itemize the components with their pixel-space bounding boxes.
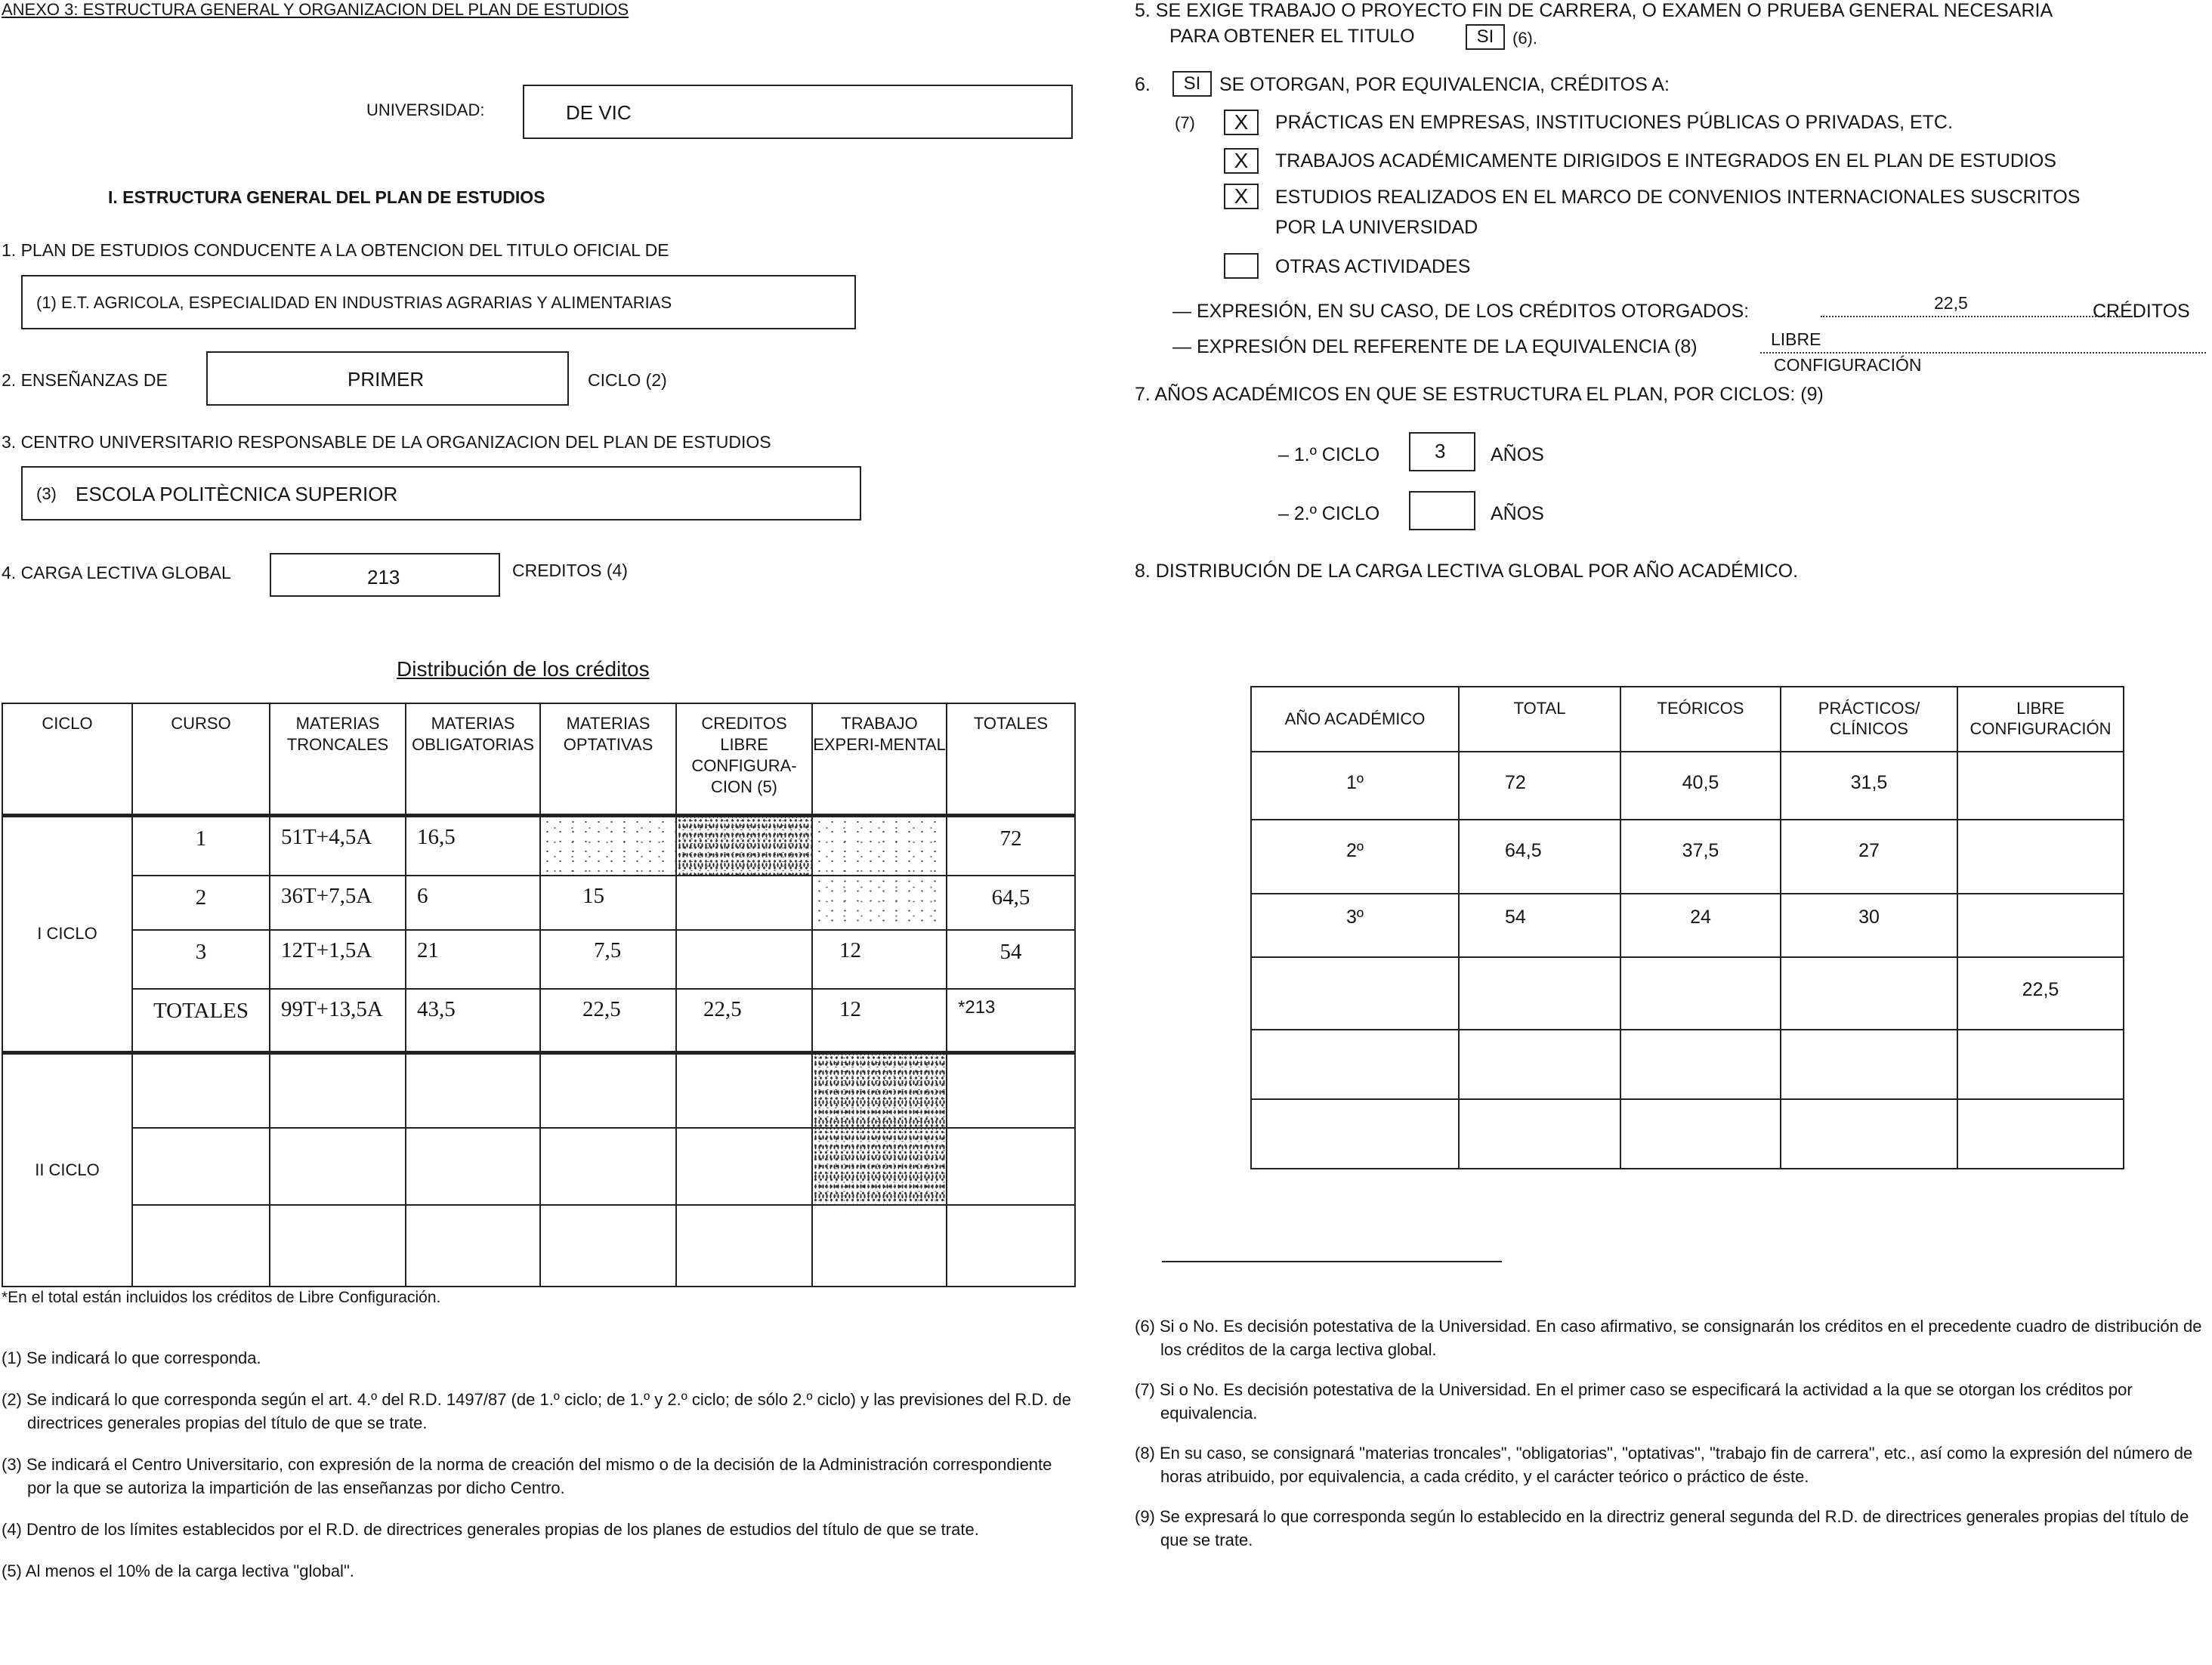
practicos-cell: 27 — [1781, 820, 1957, 894]
item8-text: 8. DISTRIBUCIÓN DE LA CARGA LECTIVA GLOBAL POR AÑO ACADÉMICO. — [1135, 561, 1799, 582]
trabajo-cell-shaded — [812, 876, 947, 930]
item7-text: 7. AÑOS ACADÉMICOS EN QUE SE ESTRUCTURA EL PLAN, POR CICLOS: (9) — [1135, 384, 1824, 405]
referente-value-2: CONFIGURACIÓN — [1774, 355, 1922, 375]
ciclo2-years-unit: AÑOS — [1491, 503, 1544, 524]
table-row — [2, 1205, 1075, 1287]
practicos-cell: 30 — [1781, 894, 1957, 957]
ciclo1-years-unit: AÑOS — [1491, 444, 1544, 465]
totales-cell: 54 — [947, 930, 1075, 989]
libre-cell — [1957, 894, 2124, 957]
col-optativas: MATERIAS OPTATIVAS — [540, 703, 676, 815]
ciclo2-label: II CICLO — [2, 1052, 132, 1287]
table-row — [1251, 820, 2124, 894]
ciclo1-label: I CICLO — [2, 815, 132, 1052]
table-totals-row — [2, 989, 1075, 1052]
trabajo-cell-shaded — [812, 1128, 947, 1205]
optativas-cell-shaded — [540, 815, 676, 876]
table-row — [2, 815, 1075, 876]
libre-total-cell: 22,5 — [1957, 957, 2124, 1030]
col-totales: TOTALES — [947, 703, 1075, 815]
troncales-cell: 51T+4,5A — [270, 815, 406, 876]
libre-total: 22,5 — [676, 989, 812, 1052]
item5-note: (6). — [1512, 29, 1537, 48]
annex-title: ANEXO 3: ESTRUCTURA GENERAL Y ORGANIZACION DEL PLAN DE ESTUDIOS — [2, 0, 629, 19]
col-ciclo: CICLO — [2, 703, 132, 815]
totales-cell: 72 — [947, 815, 1075, 876]
footnote-2: (2) Se indicará lo que corresponda según el art. 4.º del R.D. 1497/87 (de 1.º ciclo; de 1.º y 2.º ciclo; de sólo 2.º ciclo) y las previsiones del R.D. de directrices generales propias del título de que se trate. — [2, 1390, 1071, 1432]
curso-cell: 2 — [132, 876, 270, 930]
university-field — [523, 85, 1073, 139]
item4-suffix: CREDITOS (4) — [512, 561, 628, 580]
table-note: *En el total están incluidos los créditos de Libre Configuración. — [2, 1289, 441, 1306]
totales-label: TOTALES — [132, 989, 270, 1052]
year-table-header — [1251, 687, 2124, 752]
total-cell: 64,5 — [1459, 820, 1620, 894]
item1-label: 1. PLAN DE ESTUDIOS CONDUCENTE A LA OBTENCION DEL TITULO OFICIAL DE — [2, 240, 669, 260]
obligatorias-total: 43,5 — [406, 989, 540, 1052]
trabajo-cell: 12 — [812, 930, 947, 989]
item6-prefix: 6. — [1135, 74, 1151, 95]
footnotes-right — [1135, 1314, 2207, 1552]
col-trabajo: TRABAJO EXPERI-MENTAL — [812, 703, 947, 815]
distribution-title: Distribución de los créditos — [397, 657, 650, 681]
table-row — [2, 1052, 1075, 1128]
center-note: (3) — [36, 484, 57, 503]
item6-note: (7) — [1175, 113, 1195, 132]
col-total: TOTAL — [1459, 687, 1620, 752]
optativas-cell: 7,5 — [540, 930, 676, 989]
table-row — [1251, 1030, 2124, 1099]
footnote-1: (1) Se indicará lo que corresponda. — [2, 1348, 261, 1367]
referente-line — [1760, 329, 2206, 354]
load-value: 213 — [367, 566, 400, 588]
curso-cell: 3 — [132, 930, 270, 989]
year-distribution-table — [1250, 686, 2124, 1169]
footnote-6: (6) Si o No. Es decisión potestativa de la Universidad. En caso afirmativo, se consignarán los créditos en el precedente cuadro de distribución de los créditos de la carga lectiva global. — [1135, 1317, 2202, 1359]
year-cell: 2º — [1251, 820, 1459, 894]
col-obligatorias: MATERIAS OBLIGATORIAS — [406, 703, 540, 815]
total-cell: 54 — [1459, 894, 1620, 957]
checkbox-trabajos[interactable]: X — [1224, 148, 1259, 174]
footnote-8: (8) En su caso, se consignará "materias troncales", "obligatorias", "optativas", "trabajo fin de carrera", etc., así como la expresión del número de horas atribuido, por equivalencia, a cada crédito, y el carácter teórico o práctico de éste. — [1135, 1444, 2193, 1486]
libre-cell-shaded — [676, 815, 812, 876]
footnote-4: (4) Dentro de los límites establecidos por el R.D. de directrices generales propias de los planes de estudios del título de que se trate. — [2, 1520, 979, 1539]
ciclo1-years-value: 3 — [1435, 440, 1446, 462]
col-curso: CURSO — [132, 703, 270, 815]
title-value: (1) E.T. AGRICOLA, ESPECIALIDAD EN INDUSTRIAS AGRARIAS Y ALIMENTARIAS — [36, 293, 672, 312]
col-libre: LIBRE CONFIGURACIÓN — [1957, 687, 2124, 752]
item6-box: SI — [1172, 71, 1212, 97]
trabajo-total: 12 — [812, 989, 947, 1052]
troncales-total: 99T+13,5A — [270, 989, 406, 1052]
cycle-value: PRIMER — [348, 368, 425, 391]
item2-label: 2. ENSEÑANZAS DE — [2, 370, 168, 390]
col-ano: AÑO ACADÉMICO — [1251, 687, 1459, 752]
table-row — [2, 876, 1075, 930]
total-cell: 72 — [1459, 752, 1620, 820]
table-row — [1251, 752, 2124, 820]
creditos-otorgados-value: 22,5 — [1934, 293, 1968, 313]
referente-value-1: LIBRE — [1771, 329, 1821, 349]
item3-label: 3. CENTRO UNIVERSITARIO RESPONSABLE DE LA ORGANIZACION DEL PLAN DE ESTUDIOS — [2, 432, 771, 452]
item5-box: SI — [1466, 24, 1505, 50]
center-value: ESCOLA POLITÈCNICA SUPERIOR — [76, 483, 398, 505]
footnote-3: (3) Se indicará el Centro Universitario, con expresión de la norma de creación del mismo o de la decisión de la Administración correspondiente por la que se autoriza la impartición de las enseñanzas por dicho Centro. — [2, 1455, 1052, 1497]
libre-cell — [676, 876, 812, 930]
optativas-cell: 15 — [540, 876, 676, 930]
libre-cell — [676, 930, 812, 989]
item4-label: 4. CARGA LECTIVA GLOBAL — [2, 563, 231, 582]
obligatorias-cell: 16,5 — [406, 815, 540, 876]
creditos-suffix: CRÉDITOS — [2093, 301, 2190, 322]
footnotes-left — [2, 1346, 1078, 1583]
checkbox-estudios[interactable]: X — [1224, 184, 1259, 209]
troncales-cell: 36T+7,5A — [270, 876, 406, 930]
year-cell: 1º — [1251, 752, 1459, 820]
creditos-otorgados-line — [1821, 293, 2138, 317]
trabajo-cell-shaded — [812, 1052, 947, 1128]
col-troncales: MATERIAS TRONCALES — [270, 703, 406, 815]
ciclo1-years-label: – 1.º CICLO — [1278, 444, 1380, 465]
option-estudios: ESTUDIOS REALIZADOS EN EL MARCO DE CONVENIOS INTERNACIONALES SUSCRITOS — [1275, 187, 2081, 208]
creditos-otorgados-label: — EXPRESIÓN, EN SU CASO, DE LOS CRÉDITOS OTORGADOS: — [1172, 301, 1750, 322]
title-field — [21, 275, 856, 329]
col-teoricos: TEÓRICOS — [1620, 687, 1781, 752]
cycle-field — [206, 351, 569, 406]
checkbox-otras[interactable] — [1224, 253, 1259, 279]
trabajo-cell-shaded — [812, 815, 947, 876]
teoricos-cell: 37,5 — [1620, 820, 1781, 894]
teoricos-cell: 24 — [1620, 894, 1781, 957]
footnote-5: (5) Al menos el 10% de la carga lectiva "global". — [2, 1562, 354, 1580]
libre-cell — [1957, 752, 2124, 820]
curso-cell: 1 — [132, 815, 270, 876]
item2-suffix: CICLO (2) — [588, 370, 667, 390]
optativas-total: 22,5 — [540, 989, 676, 1052]
teoricos-cell: 40,5 — [1620, 752, 1781, 820]
item6-text: SE OTORGAN, POR EQUIVALENCIA, CRÉDITOS A: — [1219, 74, 1670, 95]
university-value: DE VIC — [566, 101, 632, 124]
footnote-rule — [1162, 1261, 1502, 1262]
table-row — [1251, 957, 2124, 1030]
practicos-cell: 31,5 — [1781, 752, 1957, 820]
year-cell: 3º — [1251, 894, 1459, 957]
option-otras: OTRAS ACTIVIDADES — [1275, 256, 1471, 277]
table-row — [1251, 1099, 2124, 1169]
libre-cell — [1957, 820, 2124, 894]
credits-table — [2, 703, 1076, 1287]
ciclo1-years-field — [1409, 432, 1475, 471]
footnote-7: (7) Si o No. Es decisión potestativa de la Universidad. En el primer caso se especificará la actividad a la que se otorgan los créditos por equivalencia. — [1135, 1380, 2133, 1423]
item5-text-b: PARA OBTENER EL TITULO — [1169, 26, 1415, 47]
section-title: I. ESTRUCTURA GENERAL DEL PLAN DE ESTUDIOS — [108, 187, 545, 207]
table-row — [2, 930, 1075, 989]
col-libre: CREDITOS LIBRE CONFIGURA-CION (5) — [676, 703, 812, 815]
col-practicos: PRÁCTICOS/ CLÍNICOS — [1781, 687, 1957, 752]
table-row — [2, 1128, 1075, 1205]
load-field — [270, 553, 500, 597]
option-trabajos: TRABAJOS ACADÉMICAMENTE DIRIGIDOS E INTEGRADOS EN EL PLAN DE ESTUDIOS — [1275, 150, 2056, 171]
university-label: UNIVERSIDAD: — [366, 100, 485, 119]
table-row — [1251, 894, 2124, 957]
ciclo2-years-label: – 2.º CICLO — [1278, 503, 1380, 524]
obligatorias-cell: 6 — [406, 876, 540, 930]
checkbox-practicas[interactable]: X — [1224, 110, 1259, 135]
item5-text: 5. SE EXIGE TRABAJO O PROYECTO FIN DE CARRERA, O EXAMEN O PRUEBA GENERAL NECESARIA — [1135, 0, 2053, 21]
footnote-9: (9) Se expresará lo que corresponda según lo establecido en la directriz general segunda del R.D. de directrices generales propias del título de que se trate. — [1135, 1507, 2189, 1549]
grand-total: *213 — [947, 989, 1075, 1052]
center-field — [21, 466, 861, 521]
credits-table-header — [2, 703, 1075, 815]
option-practicas: PRÁCTICAS EN EMPRESAS, INSTITUCIONES PÚBLICAS O PRIVADAS, ETC. — [1275, 112, 1953, 133]
option-estudios-2: POR LA UNIVERSIDAD — [1275, 217, 1478, 238]
troncales-cell: 12T+1,5A — [270, 930, 406, 989]
ciclo2-years-field — [1409, 491, 1475, 530]
obligatorias-cell: 21 — [406, 930, 540, 989]
referente-label: — EXPRESIÓN DEL REFERENTE DE LA EQUIVALENCIA (8) — [1172, 336, 1698, 357]
totales-cell: 64,5 — [947, 876, 1075, 930]
